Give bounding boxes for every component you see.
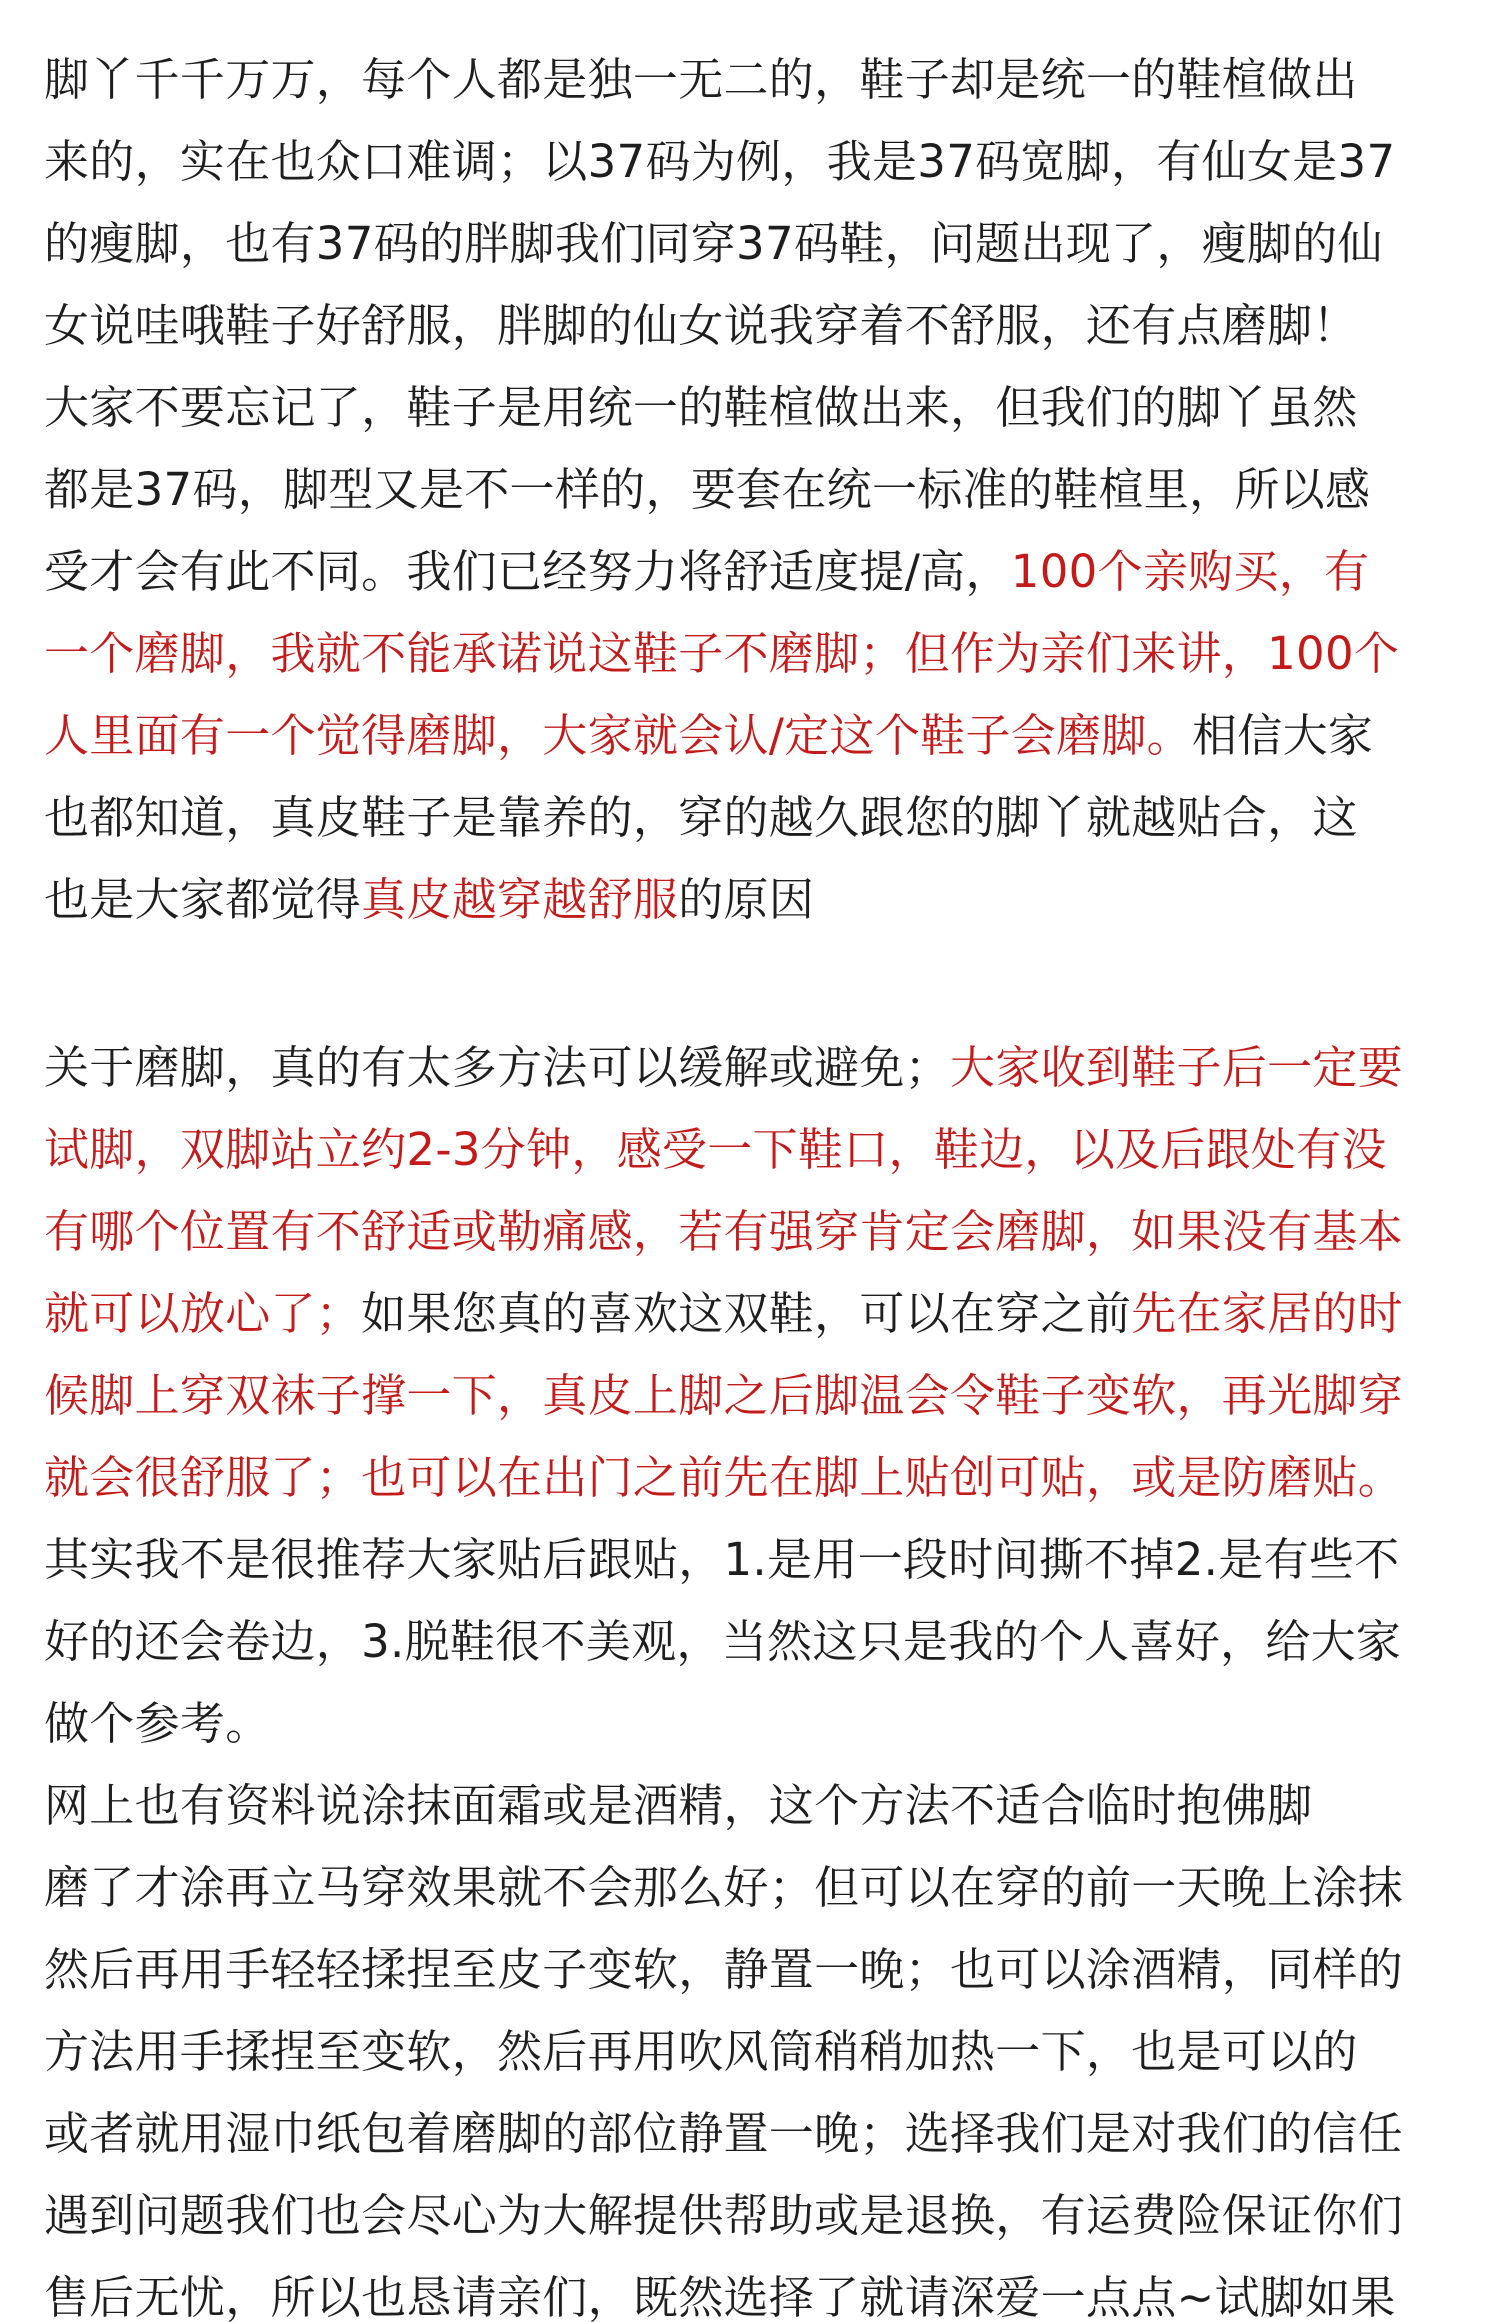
body-text: 或者就用湿巾纸包着磨脚的部位静置一晚；选择我们是对我们的信任 <box>44 2107 1404 2160</box>
text-line <box>44 1191 1464 1273</box>
text-line <box>44 449 1464 531</box>
text-line <box>44 859 1464 941</box>
highlighted-text: 100个亲购买，有 <box>1010 545 1370 598</box>
text-line <box>44 1683 1464 1765</box>
text-line <box>44 1109 1464 1191</box>
text-line <box>44 531 1464 613</box>
body-text: 大家不要忘记了，鞋子是用统一的鞋楦做出来，但我们的脚丫虽然 <box>44 381 1358 434</box>
highlighted-text: 试脚，双脚站立约2-3分钟，感受一下鞋口，鞋边，以及后跟处有没 <box>44 1123 1387 1176</box>
text-line <box>44 1765 1464 1847</box>
text-line <box>44 203 1464 285</box>
paragraph-shoe-fit <box>44 39 1464 941</box>
body-text: 网上也有资料说涂抹面霜或是酒精，这个方法不适合临时抱佛脚 <box>44 1779 1313 1832</box>
highlighted-text: 就可以放心了； <box>44 1287 362 1340</box>
text-line <box>44 1519 1464 1601</box>
text-line <box>44 695 1464 777</box>
text-line <box>44 777 1464 859</box>
body-text: 遇到问题我们也会尽心为大解提供帮助或是退换，有运费险保证你们 <box>44 2189 1404 2242</box>
body-text: 也都知道，真皮鞋子是靠养的，穿的越久跟您的脚丫就越贴合，这 <box>44 791 1358 844</box>
body-text: 女说哇哦鞋子好舒服，胖脚的仙女说我穿着不舒服，还有点磨脚！ <box>44 299 1358 352</box>
body-text: 也是大家都觉得 <box>44 873 362 926</box>
text-line <box>44 1355 1464 1437</box>
body-text: 售后无忧，所以也恳请亲们，既然选择了就请深爱一点点~试脚如果 <box>44 2271 1396 2322</box>
highlighted-text: 先在家居的时 <box>1131 1287 1404 1340</box>
body-text: 来的，实在也众口难调；以37码为例，我是37码宽脚，有仙女是37 <box>44 135 1396 188</box>
body-text: 如果您真的喜欢这双鞋，可以在穿之前 <box>361 1287 1132 1340</box>
text-line <box>44 2093 1464 2175</box>
text-line <box>44 613 1464 695</box>
highlighted-text: 一个磨脚，我就不能承诺说这鞋子不磨脚；但作为亲们来讲，100个 <box>44 627 1400 680</box>
text-line <box>44 1601 1464 1683</box>
highlighted-text: 候脚上穿双袜子撑一下，真皮上脚之后脚温会令鞋子变软，再光脚穿 <box>44 1369 1404 1422</box>
text-line <box>44 367 1464 449</box>
body-text: 关于磨脚，真的有太多方法可以缓解或避免； <box>44 1041 951 1094</box>
text-line <box>44 2257 1464 2322</box>
text-line <box>44 1929 1464 2011</box>
body-text: 受才会有此不同。我们已经努力将舒适度提/高， <box>44 545 1011 598</box>
highlighted-text: 大家收到鞋子后一定要 <box>950 1041 1404 1094</box>
body-text: 然后再用手轻轻揉捏至皮子变软，静置一晚；也可以涂酒精，同样的 <box>44 1943 1404 1996</box>
highlighted-text: 有哪个位置有不舒适或勒痛感，若有强穿肯定会磨脚，如果没有基本 <box>44 1205 1404 1258</box>
body-text: 方法用手揉捏至变软，然后再用吹风筒稍稍加热一下，也是可以的 <box>44 2025 1358 2078</box>
highlighted-text: 就会很舒服了；也可以在出门之前先在脚上贴创可贴，或是防磨贴。 <box>44 1451 1404 1504</box>
body-text: 都是37码，脚型又是不一样的，要套在统一标准的鞋楦里，所以感 <box>44 463 1371 516</box>
text-line <box>44 285 1464 367</box>
body-text: 脚丫千千万万，每个人都是独一无二的，鞋子却是统一的鞋楦做出 <box>44 53 1358 106</box>
body-text: 的瘦脚，也有37码的胖脚我们同穿37码鞋，问题出现了，瘦脚的仙 <box>44 217 1383 270</box>
body-text: 其实我不是很推荐大家贴后跟贴，1.是用一段时间撕不掉2.是有些不 <box>44 1533 1400 1586</box>
body-text: 磨了才涂再立马穿效果就不会那么好；但可以在穿的前一天晚上涂抹 <box>44 1861 1404 1914</box>
body-text: 相信大家 <box>1191 709 1374 762</box>
paragraph-blister-tips <box>44 1027 1464 2322</box>
text-line <box>44 1437 1464 1519</box>
body-text: 的原因 <box>678 873 815 926</box>
text-line <box>44 2011 1464 2093</box>
text-line <box>44 1847 1464 1929</box>
highlighted-text: 人里面有一个觉得磨脚，大家就会认/定这个鞋子会磨脚。 <box>44 709 1192 762</box>
text-line <box>44 2175 1464 2257</box>
body-text: 做个参考。 <box>44 1697 271 1750</box>
text-line <box>44 39 1464 121</box>
body-text: 好的还会卷边，3.脱鞋很不美观，当然这只是我的个人喜好，给大家 <box>44 1615 1402 1668</box>
text-line <box>44 1273 1464 1355</box>
text-line <box>44 121 1464 203</box>
highlighted-text: 真皮越穿越舒服 <box>361 873 679 926</box>
text-line <box>44 1027 1464 1109</box>
